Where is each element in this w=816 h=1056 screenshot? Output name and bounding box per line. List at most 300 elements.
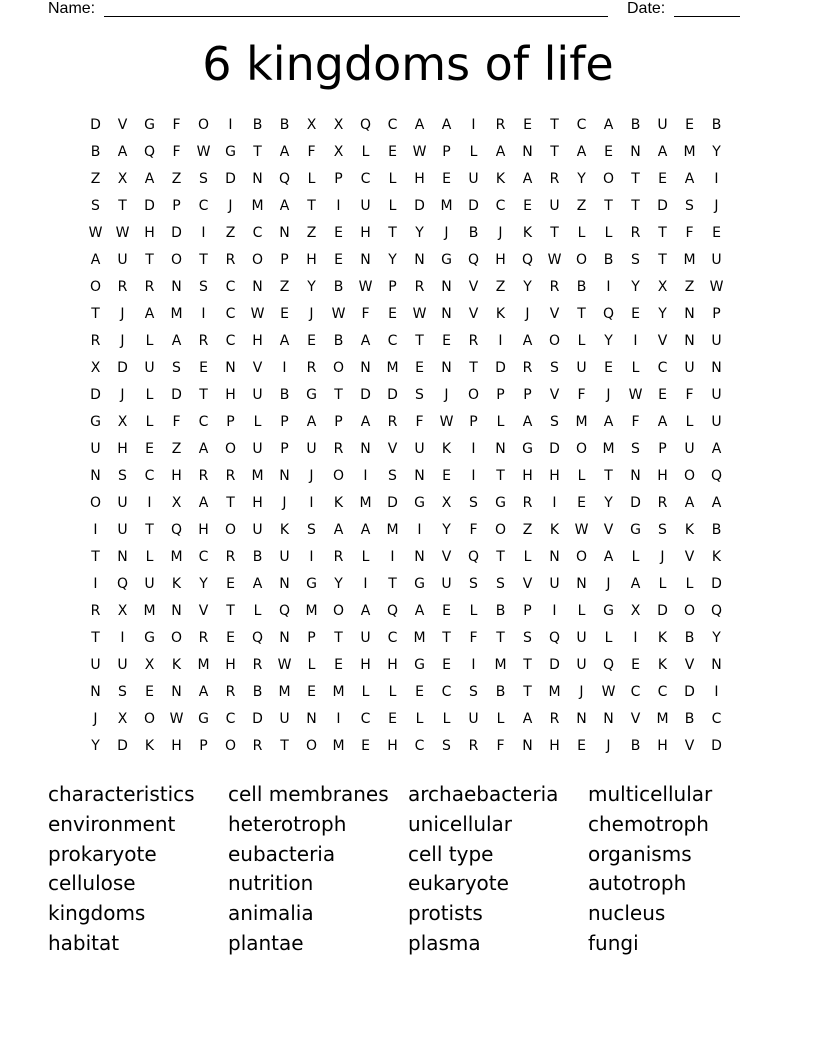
grid-letter: P bbox=[172, 198, 181, 214]
grid-letter: A bbox=[657, 144, 668, 160]
grid-letter: D bbox=[414, 198, 425, 214]
grid-letter: M bbox=[386, 360, 399, 376]
grid-letter: E bbox=[658, 171, 667, 187]
grid-letter: Y bbox=[658, 306, 667, 322]
grid-row bbox=[82, 680, 730, 707]
date-label: Date: bbox=[627, 0, 666, 17]
word-bank-item: plantae bbox=[228, 930, 304, 955]
grid-letter: J bbox=[606, 738, 611, 754]
grid-letter: G bbox=[144, 630, 155, 646]
grid-letter: Q bbox=[386, 603, 399, 619]
grid-letter: L bbox=[361, 684, 370, 700]
name-label: Name: bbox=[48, 0, 96, 17]
grid-letter: Q bbox=[170, 522, 183, 538]
grid-letter: X bbox=[117, 414, 128, 430]
grid-letter: Q bbox=[602, 657, 615, 673]
grid-letter: S bbox=[658, 522, 667, 538]
grid-letter: U bbox=[549, 576, 560, 592]
grid-letter: B bbox=[684, 630, 695, 646]
grid-row bbox=[82, 545, 730, 572]
grid-letter: O bbox=[494, 522, 507, 538]
word-bank-item: eukaryote bbox=[408, 871, 509, 896]
grid-letter: G bbox=[414, 576, 425, 592]
grid-letter: X bbox=[90, 360, 101, 376]
grid-letter: U bbox=[360, 198, 371, 214]
grid-letter: B bbox=[603, 252, 614, 268]
grid-letter: T bbox=[226, 603, 235, 619]
grid-letter: A bbox=[414, 603, 425, 619]
grid-letter: L bbox=[145, 333, 154, 349]
grid-letter: T bbox=[604, 198, 613, 214]
grid-letter: T bbox=[226, 495, 235, 511]
grid-letter: Y bbox=[415, 225, 424, 241]
grid-letter: X bbox=[144, 657, 155, 673]
grid-letter: Z bbox=[495, 279, 506, 295]
grid-letter: Q bbox=[710, 603, 723, 619]
grid-letter: Q bbox=[278, 603, 291, 619]
grid-letter: B bbox=[279, 117, 290, 133]
grid-letter: I bbox=[633, 630, 638, 646]
grid-letter: I bbox=[390, 549, 395, 565]
grid-letter: A bbox=[522, 414, 533, 430]
grid-letter: L bbox=[253, 414, 262, 430]
grid-row bbox=[82, 491, 730, 518]
grid-letter: Z bbox=[522, 522, 533, 538]
grid-letter: X bbox=[657, 279, 668, 295]
grid-letter: Y bbox=[307, 279, 316, 295]
grid-letter: T bbox=[469, 360, 478, 376]
grid-letter: R bbox=[522, 495, 533, 511]
grid-letter: J bbox=[120, 306, 125, 322]
grid-letter: C bbox=[495, 198, 506, 214]
word-bank bbox=[48, 780, 768, 959]
grid-letter: M bbox=[170, 306, 183, 322]
grid-row bbox=[82, 221, 730, 248]
grid-letter: R bbox=[252, 657, 263, 673]
grid-letter: V bbox=[387, 441, 398, 457]
grid-letter: R bbox=[657, 495, 668, 511]
grid-letter: A bbox=[657, 414, 668, 430]
grid-letter: G bbox=[90, 414, 101, 430]
grid-letter: V bbox=[441, 549, 452, 565]
grid-letter: E bbox=[712, 225, 721, 241]
word-bank-item: nucleus bbox=[588, 901, 666, 926]
grid-letter: A bbox=[441, 117, 452, 133]
grid-letter: Z bbox=[171, 171, 182, 187]
grid-letter: J bbox=[120, 387, 125, 403]
grid-letter: C bbox=[198, 549, 209, 565]
grid-letter: U bbox=[576, 360, 587, 376]
grid-letter: O bbox=[170, 630, 183, 646]
grid-letter: N bbox=[279, 576, 290, 592]
grid-letter: O bbox=[197, 117, 210, 133]
grid-letter: H bbox=[144, 225, 155, 241]
grid-letter: M bbox=[332, 738, 345, 754]
grid-letter: N bbox=[171, 279, 182, 295]
grid-letter: F bbox=[685, 387, 694, 403]
grid-letter: V bbox=[603, 522, 614, 538]
grid-letter: N bbox=[684, 306, 695, 322]
word-bank-item: cell membranes bbox=[228, 782, 389, 806]
grid-letter: Y bbox=[91, 738, 100, 754]
grid-letter: N bbox=[549, 549, 560, 565]
grid-letter: M bbox=[386, 522, 399, 538]
grid-letter: A bbox=[198, 441, 209, 457]
grid-letter: P bbox=[442, 144, 451, 160]
grid-letter: E bbox=[361, 738, 370, 754]
grid-letter: W bbox=[601, 684, 616, 700]
grid-letter: B bbox=[90, 144, 101, 160]
grid-letter: G bbox=[198, 711, 209, 727]
grid-letter: C bbox=[576, 117, 587, 133]
grid-letter: J bbox=[228, 198, 233, 214]
grid-letter: X bbox=[117, 603, 128, 619]
grid-letter: H bbox=[171, 738, 182, 754]
grid-letter: T bbox=[280, 738, 289, 754]
grid-letter: E bbox=[226, 576, 235, 592]
grid-letter: P bbox=[334, 414, 343, 430]
grid-letter: N bbox=[90, 684, 101, 700]
grid-letter: C bbox=[414, 738, 425, 754]
grid-letter: A bbox=[198, 684, 209, 700]
grid-letter: R bbox=[549, 171, 560, 187]
word-bank-item: protists bbox=[408, 901, 483, 926]
grid-letter: A bbox=[144, 171, 155, 187]
grid-row bbox=[82, 383, 730, 410]
grid-letter: C bbox=[711, 711, 722, 727]
grid-letter: D bbox=[90, 117, 101, 133]
grid-letter: F bbox=[577, 387, 586, 403]
grid-letter: Z bbox=[90, 171, 101, 187]
word-bank-item: archaebacteria bbox=[408, 782, 559, 806]
grid-row bbox=[82, 356, 730, 383]
grid-letter: D bbox=[630, 495, 641, 511]
grid-letter: I bbox=[606, 279, 611, 295]
grid-letter: U bbox=[117, 522, 128, 538]
grid-letter: M bbox=[197, 657, 210, 673]
grid-letter: V bbox=[522, 576, 533, 592]
grid-letter: O bbox=[602, 171, 615, 187]
grid-letter: B bbox=[630, 117, 641, 133]
grid-letter: D bbox=[549, 441, 560, 457]
grid-letter: A bbox=[603, 414, 614, 430]
grid-letter: A bbox=[711, 495, 722, 511]
grid-letter: O bbox=[305, 738, 318, 754]
grid-letter: R bbox=[522, 360, 533, 376]
grid-letter: S bbox=[307, 522, 316, 538]
grid-letter: F bbox=[172, 117, 181, 133]
grid-letter: L bbox=[604, 630, 613, 646]
grid-letter: D bbox=[711, 576, 722, 592]
grid-letter: A bbox=[144, 306, 155, 322]
grid-letter: G bbox=[306, 387, 317, 403]
grid-letter: H bbox=[522, 468, 533, 484]
grid-letter: Q bbox=[467, 252, 480, 268]
grid-letter: Y bbox=[604, 495, 613, 511]
grid-letter: Q bbox=[116, 576, 129, 592]
grid-letter: H bbox=[657, 738, 668, 754]
grid-letter: H bbox=[252, 333, 263, 349]
grid-letter: E bbox=[388, 711, 397, 727]
grid-letter: K bbox=[495, 171, 506, 187]
grid-letter: V bbox=[117, 117, 128, 133]
grid-letter: K bbox=[333, 495, 344, 511]
grid-letter: T bbox=[334, 630, 343, 646]
grid-letter: A bbox=[630, 576, 641, 592]
grid-letter: F bbox=[172, 414, 181, 430]
grid-letter: A bbox=[117, 144, 128, 160]
grid-letter: L bbox=[577, 468, 586, 484]
grid-letter: D bbox=[117, 738, 128, 754]
grid-letter: B bbox=[333, 279, 344, 295]
header bbox=[0, 0, 816, 20]
grid-letter: H bbox=[306, 252, 317, 268]
word-bank-item: kingdoms bbox=[48, 901, 146, 926]
grid-letter: N bbox=[414, 252, 425, 268]
grid-letter: L bbox=[577, 225, 586, 241]
grid-letter: Y bbox=[442, 522, 451, 538]
grid-letter: H bbox=[414, 171, 425, 187]
grid-letter: K bbox=[684, 522, 695, 538]
grid-letter: U bbox=[657, 117, 668, 133]
grid-letter: N bbox=[576, 576, 587, 592]
grid-letter: I bbox=[336, 198, 341, 214]
grid-letter: Q bbox=[251, 630, 264, 646]
grid-letter: C bbox=[225, 711, 236, 727]
grid-letter: E bbox=[307, 333, 316, 349]
grid-letter: J bbox=[444, 225, 449, 241]
grid-letter: P bbox=[712, 306, 721, 322]
word-bank-item: eubacteria bbox=[228, 841, 336, 866]
grid-letter: L bbox=[604, 225, 613, 241]
grid-row bbox=[82, 275, 730, 302]
grid-letter: O bbox=[89, 279, 102, 295]
grid-letter: M bbox=[548, 684, 561, 700]
grid-letter: F bbox=[496, 738, 505, 754]
grid-letter: T bbox=[496, 468, 505, 484]
grid-letter: V bbox=[468, 279, 479, 295]
grid-letter: R bbox=[144, 279, 155, 295]
grid-letter: O bbox=[575, 252, 588, 268]
grid-letter: I bbox=[714, 684, 719, 700]
grid-letter: A bbox=[279, 198, 290, 214]
grid-letter: P bbox=[307, 630, 316, 646]
grid-letter: U bbox=[711, 252, 722, 268]
grid-letter: G bbox=[225, 144, 236, 160]
grid-letter: I bbox=[201, 225, 206, 241]
grid-letter: N bbox=[252, 279, 263, 295]
grid-letter: X bbox=[117, 171, 128, 187]
grid-row bbox=[82, 410, 730, 437]
grid-letter: A bbox=[360, 333, 371, 349]
grid-letter: N bbox=[360, 360, 371, 376]
grid-letter: Q bbox=[467, 549, 480, 565]
grid-letter: I bbox=[552, 603, 557, 619]
grid-letter: C bbox=[630, 684, 641, 700]
grid-letter: O bbox=[548, 333, 561, 349]
grid-letter: R bbox=[198, 468, 209, 484]
word-bank-item: cellulose bbox=[48, 871, 136, 896]
grid-letter: H bbox=[549, 468, 560, 484]
word-search-grid bbox=[82, 113, 730, 761]
word-bank-item: prokaryote bbox=[48, 841, 157, 866]
grid-letter: R bbox=[198, 630, 209, 646]
grid-letter: V bbox=[549, 306, 560, 322]
grid-letter: K bbox=[171, 576, 182, 592]
grid-letter: G bbox=[306, 576, 317, 592]
grid-letter: J bbox=[282, 495, 287, 511]
grid-letter: E bbox=[658, 387, 667, 403]
word-bank-item: multicellular bbox=[588, 782, 713, 806]
grid-letter: N bbox=[495, 441, 506, 457]
grid-letter: N bbox=[522, 738, 533, 754]
grid-letter: T bbox=[199, 252, 208, 268]
grid-letter: Y bbox=[523, 279, 532, 295]
grid-letter: G bbox=[414, 495, 425, 511]
grid-letter: H bbox=[387, 657, 398, 673]
date-line[interactable] bbox=[674, 16, 740, 17]
grid-letter: T bbox=[496, 549, 505, 565]
grid-letter: F bbox=[469, 630, 478, 646]
grid-letter: P bbox=[388, 279, 397, 295]
grid-row bbox=[82, 653, 730, 680]
grid-letter: Z bbox=[171, 441, 182, 457]
grid-letter: N bbox=[306, 711, 317, 727]
grid-letter: S bbox=[550, 360, 559, 376]
grid-letter: R bbox=[468, 738, 479, 754]
grid-letter: I bbox=[471, 657, 476, 673]
grid-letter: C bbox=[225, 306, 236, 322]
grid-letter: U bbox=[684, 441, 695, 457]
grid-letter: J bbox=[444, 387, 449, 403]
grid-letter: S bbox=[442, 738, 451, 754]
grid-letter: D bbox=[225, 171, 236, 187]
grid-letter: D bbox=[90, 387, 101, 403]
grid-row bbox=[82, 599, 730, 626]
grid-letter: O bbox=[332, 603, 345, 619]
grid-letter: G bbox=[522, 441, 533, 457]
grid-letter: R bbox=[468, 333, 479, 349]
grid-letter: K bbox=[549, 522, 560, 538]
grid-letter: P bbox=[334, 171, 343, 187]
grid-letter: D bbox=[171, 225, 182, 241]
grid-letter: H bbox=[225, 657, 236, 673]
grid-letter: B bbox=[252, 117, 263, 133]
grid-letter: D bbox=[387, 387, 398, 403]
grid-letter: M bbox=[359, 495, 372, 511]
word-bank-item: nutrition bbox=[228, 871, 314, 896]
grid-letter: N bbox=[630, 468, 641, 484]
grid-letter: X bbox=[306, 117, 317, 133]
grid-letter: S bbox=[631, 441, 640, 457]
grid-letter: U bbox=[576, 630, 587, 646]
grid-row bbox=[82, 734, 730, 761]
grid-letter: O bbox=[575, 549, 588, 565]
grid-letter: L bbox=[442, 711, 451, 727]
grid-letter: L bbox=[415, 711, 424, 727]
grid-letter: T bbox=[523, 684, 532, 700]
grid-letter: G bbox=[144, 117, 155, 133]
grid-letter: U bbox=[117, 252, 128, 268]
grid-letter: T bbox=[523, 657, 532, 673]
grid-letter: U bbox=[279, 549, 290, 565]
grid-letter: N bbox=[90, 468, 101, 484]
grid-letter: Q bbox=[710, 468, 723, 484]
grid-letter: M bbox=[170, 549, 183, 565]
grid-letter: G bbox=[441, 252, 452, 268]
grid-letter: A bbox=[522, 711, 533, 727]
grid-letter: V bbox=[549, 387, 560, 403]
grid-letter: D bbox=[387, 495, 398, 511]
grid-letter: Q bbox=[143, 144, 156, 160]
grid-letter: W bbox=[358, 279, 373, 295]
grid-letter: E bbox=[415, 684, 424, 700]
word-bank-item: organisms bbox=[588, 841, 692, 866]
grid-letter: H bbox=[387, 738, 398, 754]
grid-row bbox=[82, 707, 730, 734]
grid-letter: U bbox=[144, 360, 155, 376]
grid-letter: H bbox=[657, 468, 668, 484]
grid-letter: M bbox=[251, 198, 264, 214]
grid-letter: U bbox=[468, 711, 479, 727]
grid-letter: C bbox=[387, 333, 398, 349]
grid-letter: I bbox=[120, 630, 125, 646]
name-line[interactable] bbox=[104, 16, 608, 17]
grid-letter: C bbox=[387, 630, 398, 646]
grid-letter: L bbox=[469, 144, 478, 160]
grid-letter: U bbox=[117, 657, 128, 673]
grid-letter: F bbox=[685, 225, 694, 241]
grid-letter: J bbox=[120, 333, 125, 349]
grid-letter: N bbox=[171, 684, 182, 700]
grid-letter: T bbox=[145, 252, 154, 268]
grid-letter: P bbox=[226, 414, 235, 430]
grid-letter: R bbox=[198, 333, 209, 349]
grid-letter: W bbox=[88, 225, 103, 241]
grid-letter: L bbox=[388, 684, 397, 700]
grid-letter: S bbox=[685, 198, 694, 214]
grid-letter: N bbox=[279, 630, 290, 646]
grid-row bbox=[82, 113, 730, 140]
grid-letter: I bbox=[309, 549, 314, 565]
grid-letter: G bbox=[603, 603, 614, 619]
grid-letter: A bbox=[360, 603, 371, 619]
grid-letter: J bbox=[606, 576, 611, 592]
grid-letter: Y bbox=[199, 576, 208, 592]
word-bank-item: habitat bbox=[48, 930, 120, 955]
grid-letter: A bbox=[603, 117, 614, 133]
grid-letter: B bbox=[252, 549, 263, 565]
grid-letter: C bbox=[360, 711, 371, 727]
grid-letter: U bbox=[252, 441, 263, 457]
grid-letter: U bbox=[90, 441, 101, 457]
grid-letter: V bbox=[630, 711, 641, 727]
grid-letter: U bbox=[306, 441, 317, 457]
word-bank-item: plasma bbox=[408, 930, 481, 955]
grid-letter: I bbox=[201, 306, 206, 322]
grid-letter: Z bbox=[279, 279, 290, 295]
grid-row bbox=[82, 464, 730, 491]
grid-letter: K bbox=[522, 225, 533, 241]
grid-letter: A bbox=[279, 144, 290, 160]
grid-letter: B bbox=[495, 684, 506, 700]
grid-letter: T bbox=[550, 144, 559, 160]
grid-letter: H bbox=[198, 522, 209, 538]
grid-letter: H bbox=[225, 387, 236, 403]
grid-letter: H bbox=[171, 468, 182, 484]
grid-letter: D bbox=[468, 198, 479, 214]
grid-letter: Q bbox=[278, 171, 291, 187]
